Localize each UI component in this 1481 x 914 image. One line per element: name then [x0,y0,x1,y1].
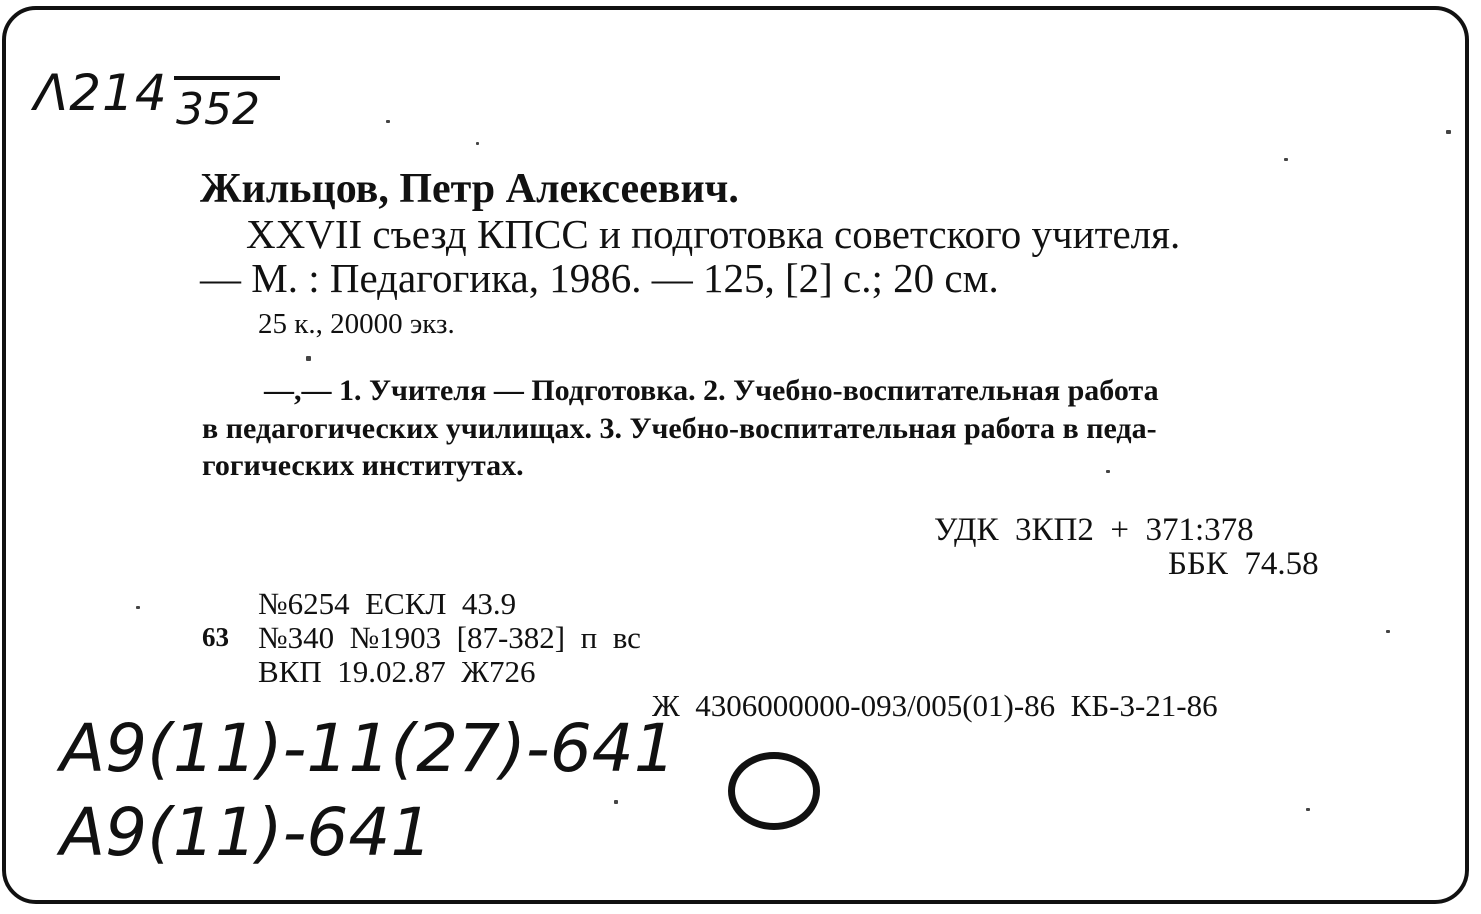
udk-code: УДК 3КП2 + 371:378 [934,512,1254,548]
subjects-line-2: в педагогических училищах. 3. Учебно-воспитательная работа в педа- [202,412,1157,445]
scan-speck [1386,630,1390,633]
scan-speck [476,142,479,145]
bbk-code: ББК 74.58 [1168,546,1319,582]
print-info-line-3: ВКП 19.02.87 Ж726 [258,654,536,689]
handwritten-call-number: Λ214 [34,64,168,122]
subjects-line-1: —,— 1. Учителя — Подготовка. 2. Учебно-воспитательная работа [264,374,1159,407]
handwritten-call-number-sub: 352 [176,84,260,135]
scan-speck [386,120,390,123]
price-print-run: 25 к., 20000 экз. [258,308,455,340]
book-title: XXVII съезд КПСС и подготовка советского учителя. [246,211,1181,257]
catalog-card [2,6,1469,904]
handwritten-code-line-2: А9(11)-641 [60,794,433,871]
scan-speck [1106,470,1110,473]
print-info-line-2: №340 №1903 [87-382] п вс [258,620,641,655]
hand-drawn-circle [728,752,820,830]
scan-speck [306,356,311,361]
handwritten-code-line-1: А9(11)-11(27)-641 [60,710,676,787]
print-info-line-1: №6254 ЕСКЛ 43.9 [258,586,517,621]
scan-speck [614,800,618,804]
subjects-line-3: гогических институтах. [202,449,524,482]
call-number-overline [174,76,280,80]
imprint: — М. : Педагогика, 1986. — 125, [2] с.; 20 см. [200,255,999,301]
print-info-prefix: 63 [202,622,229,652]
scan-speck [1284,158,1288,161]
scan-speck [1446,130,1451,134]
index-code: Ж 4306000000-093/005(01)-86 КБ-3-21-86 [652,688,1218,723]
author-heading: Жильцов, Петр Алексеевич. [200,166,739,212]
scan-speck [1306,808,1310,811]
scan-speck [136,606,140,609]
